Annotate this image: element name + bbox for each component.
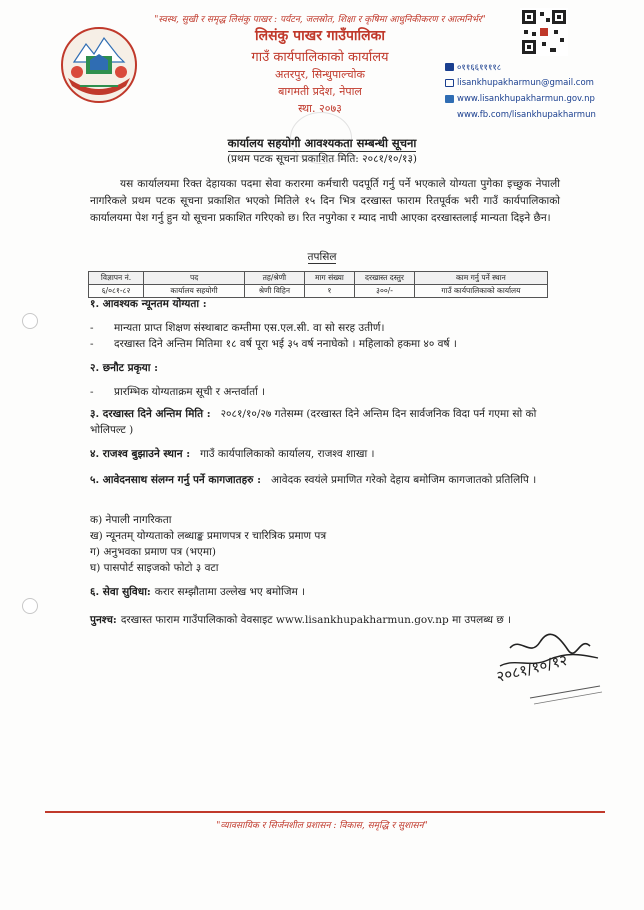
letterhead [160, 26, 480, 116]
section-1-title: १. आवश्यक न्यूनतम योग्यता : [90, 298, 207, 310]
footer-divider [45, 811, 605, 813]
list-item: घ) पासपोर्ट साइजको फोटो ३ वटा [90, 562, 219, 574]
postscript-label: पुनश्च: [90, 614, 117, 626]
list-item: - मान्यता प्राप्त शिक्षण संस्थाबाट कम्तीमा एस.एल.सी. वा सो सरह उतीर्ण। [90, 322, 385, 334]
list-item: - दरखास्त दिने अन्तिम मितिमा १८ वर्ष पूरा भई ३५ वर्ष ननाघेको । महिलाको हकमा ४० वर्ष । [90, 338, 457, 350]
table-cell: कार्यालय सहयोगी [144, 285, 245, 298]
footer-motto: "व्यावसायिक र सिर्जनशील प्रशासन : विकास, समृद्धि र सुशासन" [216, 821, 428, 831]
section-3 [90, 406, 570, 438]
postscript [90, 612, 570, 628]
table-header: पद [144, 272, 245, 285]
phone-icon [445, 63, 454, 71]
org-name: लिसंकु पाखर गाउँपालिका [254, 28, 386, 44]
email-icon [445, 79, 454, 87]
office-name: गाउँ कार्यपालिकाको कार्यालय [251, 50, 389, 65]
table-cell: श्रेणी विहिन [245, 285, 305, 298]
section-3-title: ३. दरखास्त दिने अन्तिम मिति : [90, 408, 211, 420]
table-cell: ६/०८१-८२ [89, 285, 144, 298]
table-cell: ३००/- [355, 285, 415, 298]
document-list [90, 512, 570, 576]
qr-code-icon [520, 8, 568, 56]
section-6-text: करार सम्झौतामा उल्लेख भए बमोजिम । [154, 586, 306, 598]
established-year: स्था. २०७३ [298, 102, 342, 115]
contact-website[interactable]: www.lisankhupakharmun.gov.np [457, 94, 595, 104]
address-line-1: अतरपुर, सिन्धुपाल्चोक [275, 68, 365, 81]
address-line-2: बागमती प्रदेश, नेपाल [278, 85, 362, 98]
section-4-title: ४. राजश्व बुझाउने स्थान : [90, 448, 191, 460]
section-6-title: ६. सेवा सुविधा: [90, 586, 151, 598]
section-5 [90, 472, 570, 488]
contact-facebook[interactable]: www.fb.com/lisankhupakharmun [457, 110, 596, 120]
header-motto: "स्वस्थ, सुखी र समृद्ध लिसंकु पाखर : पर्यटन, जलस्रोत, शिक्षा र कृषिमा आधुनिकीकरण र आत्मनिर्भर" [154, 15, 486, 25]
table-header: काम गर्नु पर्ने स्थान [414, 272, 547, 285]
list-item: क) नेपाली नागरिकता [90, 514, 172, 526]
section-3-text: २०८१/१०/२७ गतेसम्म (दरखास्त दिने अन्तिम दिन सार्वजनिक विदा पर्न गएमा सो को भोलिपल्ट ) [90, 408, 537, 436]
section-6 [90, 584, 570, 600]
signature-date: २०८१/१०/१२ [494, 650, 570, 686]
punch-hole [22, 313, 38, 329]
list-item: - प्रारम्भिक योग्यताक्रम सूची र अन्तर्वार्ता । [90, 386, 266, 398]
notice-subtitle: (प्रथम पटक सूचना प्रकाशित मिति: २०८१/१०/१३) [226, 153, 418, 165]
punch-hole [22, 598, 38, 614]
table-header-row [89, 272, 548, 285]
notice-title: कार्यालय सहयोगी आवश्यकता सम्बन्धी सूचना [227, 136, 417, 150]
table-header: विज्ञापन नं. [89, 272, 144, 285]
vacancy-table [88, 271, 548, 298]
web-icon [445, 95, 454, 103]
section-5-title: ५. आवेदनसाथ संलग्न गर्नु पर्ने कागजातहरु : [90, 474, 261, 486]
table-header: दरखास्त दस्तुर [355, 272, 415, 285]
section-2 [90, 360, 570, 400]
section-2-title: २. छनौट प्रकृया : [90, 362, 159, 374]
notice-body: यस कार्यालयमा रिक्त देहायका पदमा सेवा करारमा कर्मचारी पदपूर्ति गर्नु पर्ने भएकाले योग्यता पुगेका इच्छुक नेपाली नागरिकले प्रथम पटक सूचना प्रकाशित भएको मितिले १५ दिन भित्र दरखास्त फाराम रितपूर्वक भरी गाउँ कार्यपालिकाको कार्यालयमा पेश गर्नु हुन यो सूचना प्रकाशित गरिएको छ। रित नपुगेका र म्याद नाघी आएका दरखास्तलाई मान्यता दिइने छैन। [90, 178, 560, 224]
table-cell: गाउँ कार्यपालिकाको कार्यालय [414, 285, 547, 298]
section-4-text: गाउँ कार्यपालिकाको कार्यालय, राजश्व शाखा । [200, 448, 375, 460]
table-header: तह/श्रेणी [245, 272, 305, 285]
section-5-text: आवेदक स्वयंले प्रमाणित गरेको देहाय बमोजिम कागजातको प्रतिलिपि । [271, 474, 537, 486]
section-4 [90, 446, 570, 462]
list-item: ग) अनुभवका प्रमाण पत्र (भएमा) [90, 546, 216, 558]
contact-phone: ०११६६११११८ [457, 62, 502, 73]
list-item: ख) न्यूनतम् योग्यताको लब्धाङ्क प्रमाणपत्र र चारित्रिक प्रमाण पत्र [90, 530, 327, 542]
postscript-text: दरखास्त फाराम गाउँपालिकाको वेवसाइट www.lisankhupakharmun.gov.np मा उपलब्ध छ । [120, 614, 512, 626]
table-header: माग संख्या [304, 272, 354, 285]
handwritten-signature [470, 628, 610, 708]
annex-label: तपसिल [307, 251, 337, 263]
contact-block [445, 60, 635, 124]
table-cell: १ [304, 285, 354, 298]
contact-email[interactable]: lisankhupakharmun@gmail.com [457, 78, 594, 88]
section-1 [90, 296, 570, 352]
nepal-emblem-logo [60, 26, 138, 104]
